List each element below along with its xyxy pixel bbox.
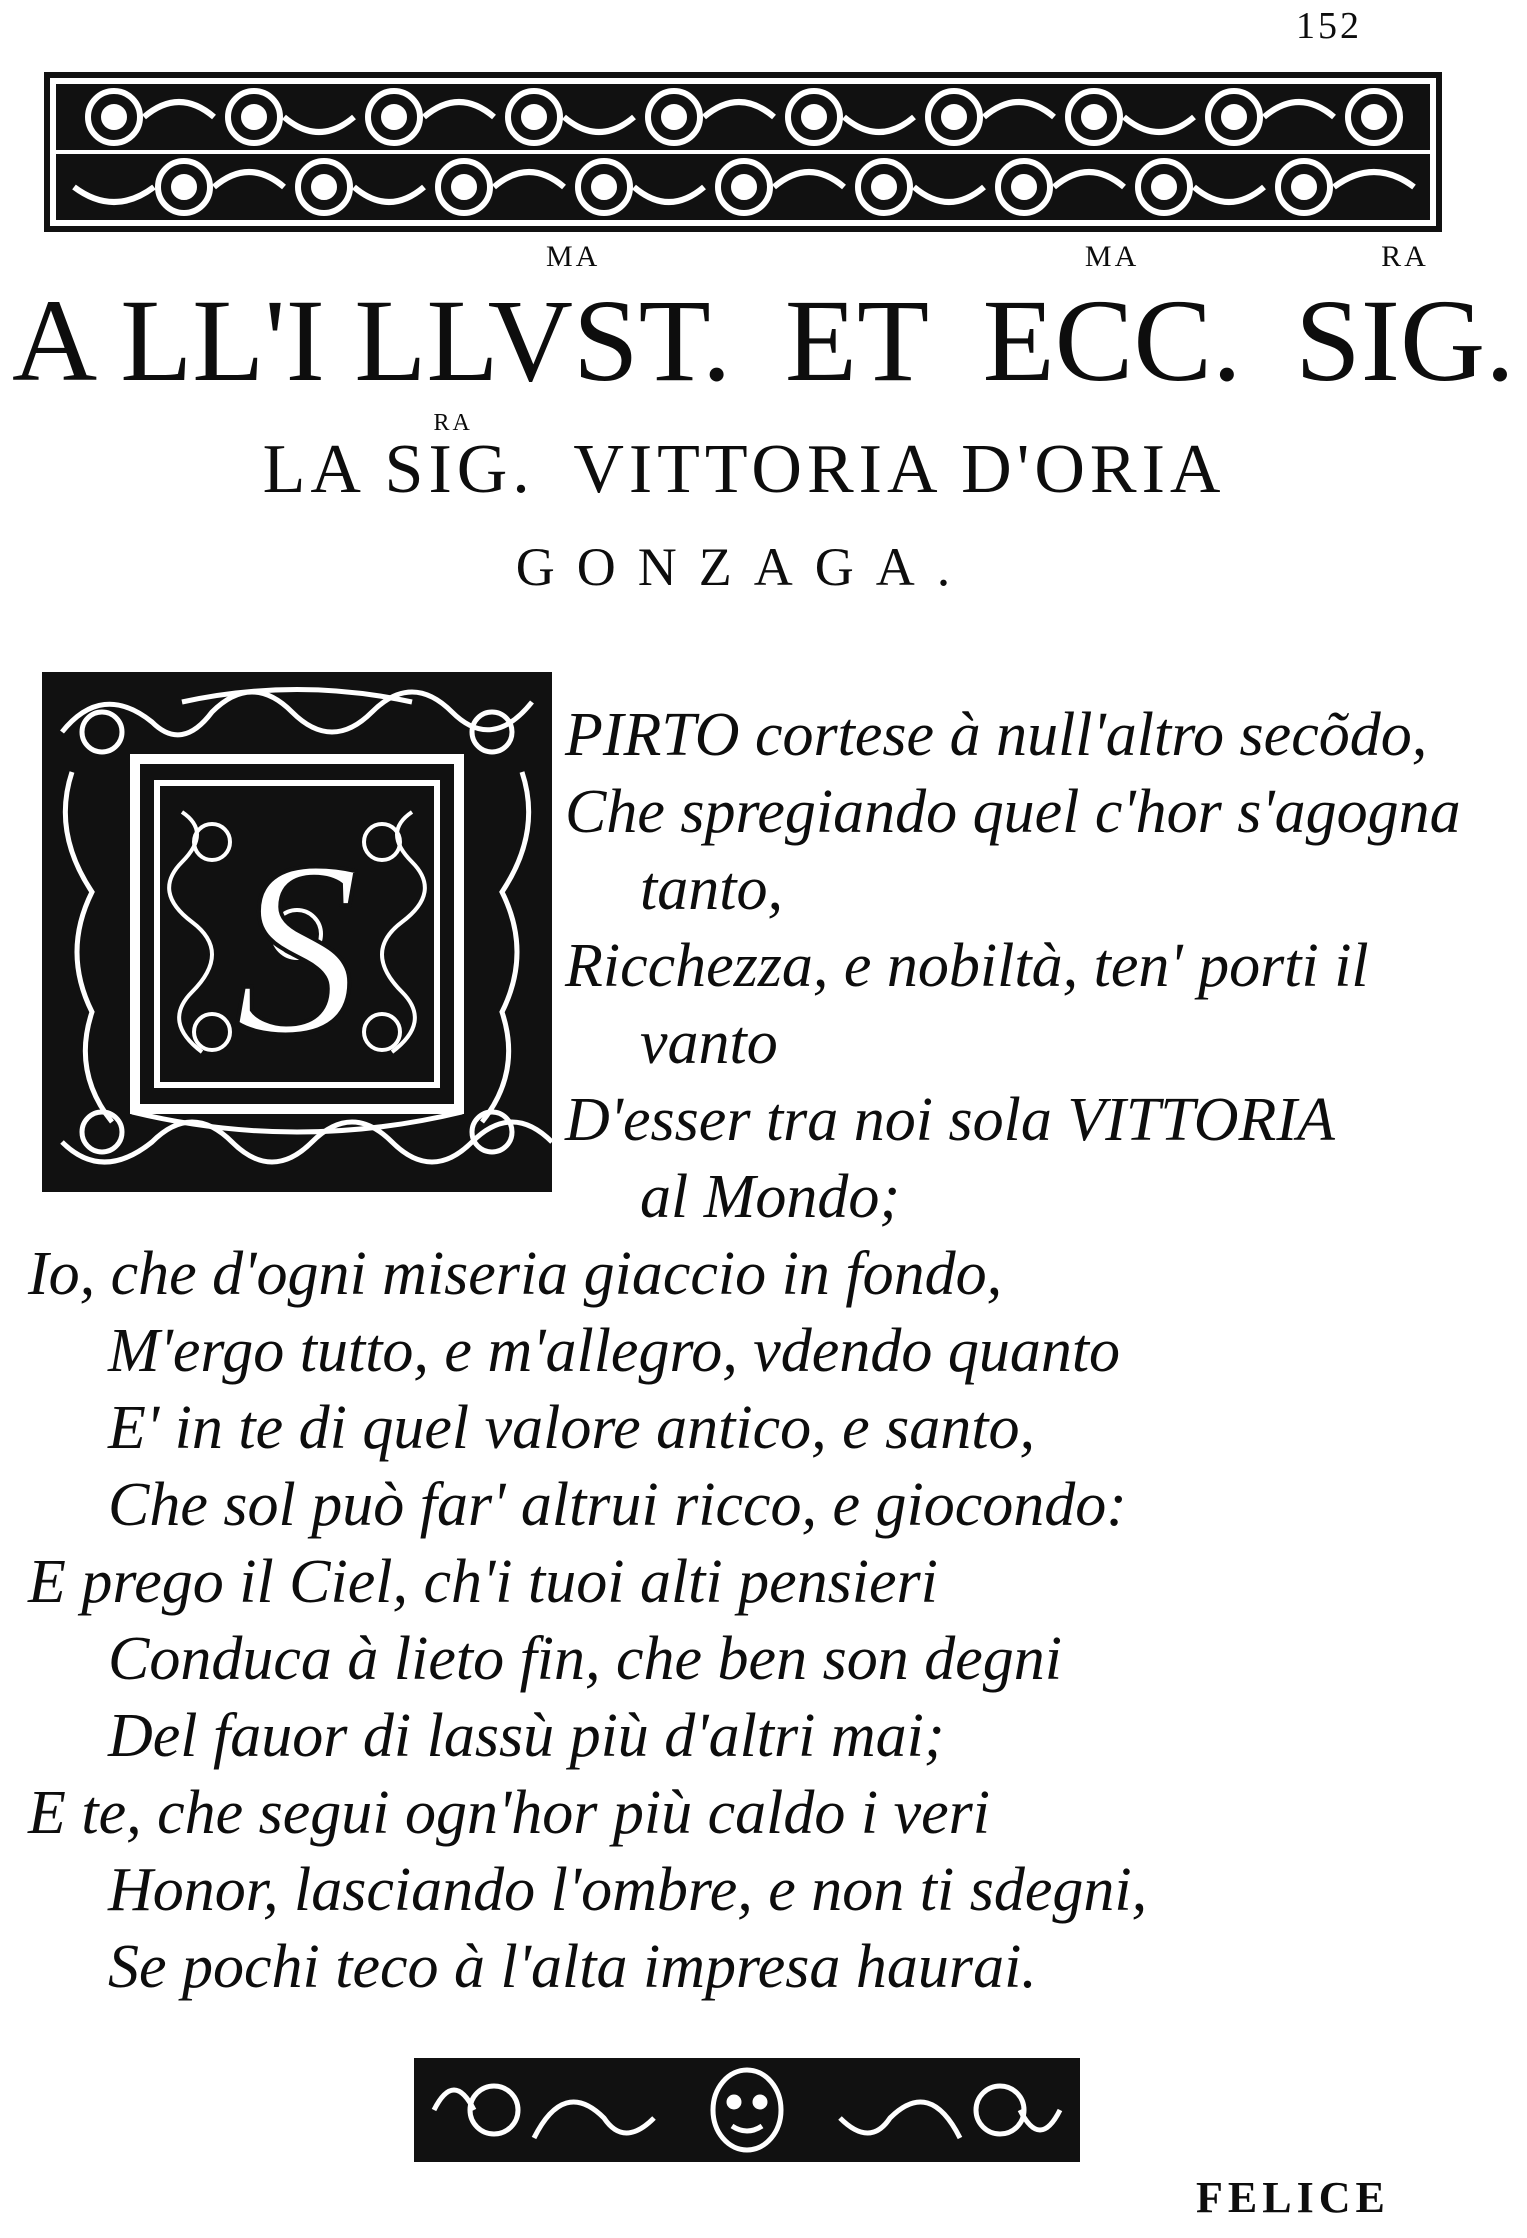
superscript-abbreviation: MA: [1084, 240, 1140, 273]
superscript-abbreviation: MA: [545, 240, 601, 273]
title-segment: A LL'I LLVST. MA: [12, 240, 732, 406]
ornamental-headpiece: [44, 72, 1442, 232]
poem-line: E prego il Ciel, ch'i tuoi alti pensieri: [28, 1548, 938, 1616]
poem-line: Del fauor di lassù più d'altri mai;: [108, 1702, 945, 1770]
poem-line: vanto: [640, 1009, 778, 1077]
poem-line: Io, che d'ogni miseria giaccio in fondo,: [28, 1240, 1003, 1308]
poem-line: al Mondo;: [640, 1163, 901, 1231]
catchword: FELICE: [1196, 2173, 1390, 2222]
page-number: 152: [1296, 5, 1362, 47]
title-line-1: [0, 240, 1515, 416]
poem-line: Conduca à lieto fin, che ben son degni: [108, 1625, 1062, 1693]
title-line-2: [0, 410, 1488, 520]
poem-line: Se pochi teco à l'alta impresa haurai.: [108, 1933, 1037, 2001]
woodcut-initial: [42, 672, 552, 1192]
title-segment: LA SIG. RA: [262, 410, 535, 508]
poem-line: E te, che segui ogn'hor più caldo i veri: [28, 1779, 990, 1847]
title-segment: SIG. RA: [1295, 240, 1515, 406]
ornamental-tailpiece: [414, 2058, 1080, 2162]
title-segment: ET: [784, 275, 930, 406]
poem-line: Honor, lasciando l'ombre, e non ti sdegni,: [108, 1856, 1148, 1924]
initial-letter: S: [234, 810, 360, 1087]
poem-line: PIRTO cortese à null'altro secõdo,: [565, 701, 1428, 769]
poem-line: D'esser tra noi sola VITTORIA: [565, 1086, 1335, 1154]
poem-line: tanto,: [640, 855, 783, 923]
poem-line: M'ergo tutto, e m'allegro, vdendo quanto: [108, 1317, 1121, 1385]
superscript-abbreviation: RA: [433, 410, 473, 436]
superscript-abbreviation: RA: [1381, 240, 1429, 273]
poem-line: Che sol può far' altrui ricco, e giocondo:: [108, 1471, 1127, 1539]
poem-line: E' in te di quel valore antico, e santo,: [108, 1394, 1036, 1462]
poem-line: Che spregiando quel c'hor s'agogna: [565, 778, 1461, 846]
title-line-3: GONZAGA.: [515, 537, 973, 597]
title-segment: VITTORIA D'ORIA: [573, 431, 1226, 508]
poem-line: Ricchezza, e nobiltà, ten' porti il: [565, 932, 1369, 1000]
title-segment: ECC. MA: [982, 240, 1242, 406]
